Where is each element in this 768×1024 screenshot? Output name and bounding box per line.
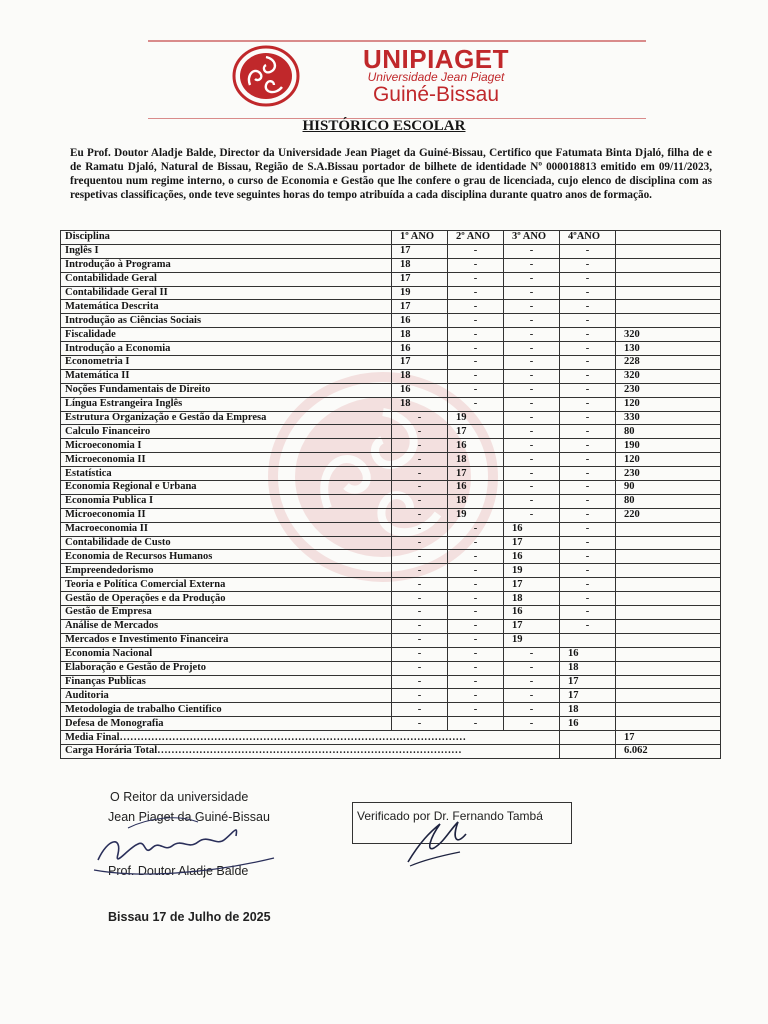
discipline-name: Estrutura Organização e Gestão da Empresa (61, 411, 392, 425)
hours-cell (616, 578, 721, 592)
grade-year-3: 17 (504, 619, 560, 633)
discipline-name: Matemática II (61, 369, 392, 383)
discipline-name: Noções Fundamentais de Direito (61, 383, 392, 397)
hours-cell (616, 314, 721, 328)
discipline-name: Gestão de Empresa (61, 606, 392, 620)
grade-year-4 (560, 633, 616, 647)
grade-year-3: - (504, 411, 560, 425)
grade-year-3: - (504, 647, 560, 661)
table-row (61, 661, 721, 675)
grades-table-wrapper (60, 230, 721, 759)
grade-year-1: 16 (392, 383, 448, 397)
discipline-name: Economia Nacional (61, 647, 392, 661)
grade-year-3: - (504, 494, 560, 508)
grade-year-1: - (392, 536, 448, 550)
grade-year-3: - (504, 675, 560, 689)
hours-cell (616, 300, 721, 314)
discipline-name: Estatística (61, 467, 392, 481)
grade-year-4: - (560, 300, 616, 314)
table-row (61, 342, 721, 356)
grade-year-1: - (392, 453, 448, 467)
hours-cell (616, 689, 721, 703)
hours-cell (616, 286, 721, 300)
discipline-name: Introdução as Ciências Sociais (61, 314, 392, 328)
grade-year-3: 18 (504, 592, 560, 606)
grade-year-2: 16 (448, 481, 504, 495)
grade-year-3: - (504, 508, 560, 522)
table-row (61, 397, 721, 411)
grade-year-1: - (392, 592, 448, 606)
grade-year-2: 16 (448, 439, 504, 453)
hours-cell: 80 (616, 494, 721, 508)
discipline-name: Economia Publica I (61, 494, 392, 508)
header-hours (616, 231, 721, 245)
table-row (61, 578, 721, 592)
table-row (61, 300, 721, 314)
grade-year-1: 16 (392, 314, 448, 328)
table-row (61, 592, 721, 606)
grade-year-4: - (560, 508, 616, 522)
grade-year-4: - (560, 383, 616, 397)
grade-year-3: - (504, 244, 560, 258)
grade-year-2: 19 (448, 411, 504, 425)
grade-year-1: 18 (392, 369, 448, 383)
grade-year-4: - (560, 369, 616, 383)
grade-year-2: 18 (448, 453, 504, 467)
grade-year-3: - (504, 467, 560, 481)
grade-year-1: - (392, 439, 448, 453)
grade-year-4: - (560, 619, 616, 633)
grade-year-2: - (448, 536, 504, 550)
table-row (61, 272, 721, 286)
grade-year-4: - (560, 578, 616, 592)
discipline-name: Fiscalidade (61, 328, 392, 342)
grade-year-3: - (504, 439, 560, 453)
grade-year-1: - (392, 425, 448, 439)
table-row (61, 453, 721, 467)
discipline-name: Gestão de Operações e da Produção (61, 592, 392, 606)
table-row (61, 286, 721, 300)
hours-cell (616, 661, 721, 675)
discipline-name: Econometria I (61, 356, 392, 370)
grade-year-3: - (504, 383, 560, 397)
grade-year-2: - (448, 661, 504, 675)
rector-title-line2: Jean Piaget da Guiné-Bissau (108, 810, 270, 824)
discipline-name: Calculo Financeiro (61, 425, 392, 439)
table-row (61, 494, 721, 508)
carga-horaria-value: 6.062 (616, 744, 721, 758)
discipline-name: Macroeconomia II (61, 522, 392, 536)
grade-year-4: - (560, 244, 616, 258)
header-year-3: 3º ANO (504, 231, 560, 245)
table-row (61, 356, 721, 370)
hours-cell: 90 (616, 481, 721, 495)
document-title: HISTÓRICO ESCOLAR (302, 118, 466, 134)
discipline-name: Contabilidade Geral (61, 272, 392, 286)
grade-year-4: - (560, 592, 616, 606)
grade-year-4: - (560, 314, 616, 328)
grade-year-1: - (392, 494, 448, 508)
grade-year-1: - (392, 606, 448, 620)
discipline-name: Mercados e Investimento Financeira (61, 633, 392, 647)
grade-year-4: 17 (560, 675, 616, 689)
grade-year-3: - (504, 425, 560, 439)
media-final-row (61, 731, 721, 745)
grade-year-4: - (560, 439, 616, 453)
hours-cell (616, 633, 721, 647)
grade-year-1: 17 (392, 244, 448, 258)
grade-year-3: 16 (504, 606, 560, 620)
grade-year-1: 18 (392, 258, 448, 272)
grade-year-3: 17 (504, 536, 560, 550)
grade-year-1: - (392, 647, 448, 661)
grade-year-4: - (560, 328, 616, 342)
grade-year-2: - (448, 619, 504, 633)
grade-year-4: - (560, 467, 616, 481)
header-year-1: 1º ANO (392, 231, 448, 245)
grade-year-4: - (560, 425, 616, 439)
grade-year-2: - (448, 550, 504, 564)
hours-cell (616, 536, 721, 550)
grade-year-3: - (504, 661, 560, 675)
media-final-spacer (560, 731, 616, 745)
discipline-name: Elaboração e Gestão de Projeto (61, 661, 392, 675)
discipline-name: Microeconomia II (61, 453, 392, 467)
grade-year-2: - (448, 522, 504, 536)
rector-signature-icon (88, 808, 278, 888)
discipline-name: Teoria e Política Comercial Externa (61, 578, 392, 592)
table-row (61, 383, 721, 397)
grade-year-2: - (448, 342, 504, 356)
hours-cell: 120 (616, 397, 721, 411)
certificate-intro-text: Eu Prof. Doutor Aladje Balde, Director da Universidade Jean Piaget da Guiné-Bissau, Certifico que Fatumata Binta Djaló, filha de e de Ramatu Djaló, Natural de Bissau, Região de S.A.Bissau portador de bilhete de identidade Nº 000018813 emitido em 09/11/2023, frequentou num regime interno, o curso de Economia e Gestão que lhe confere o grau de licenciada, cujo elenco de disciplina com as respetivas classificações, onde teve seguintes horas do tempo atribuída a cada disciplina durante quatro anos de formação. (70, 147, 712, 201)
grade-year-4: - (560, 606, 616, 620)
hours-cell: 320 (616, 369, 721, 383)
grade-year-4: - (560, 342, 616, 356)
table-row (61, 258, 721, 272)
discipline-name: Contabilidade de Custo (61, 536, 392, 550)
carga-horaria-spacer (560, 744, 616, 758)
brand-place: Guiné-Bissau (372, 83, 500, 106)
hours-cell: 190 (616, 439, 721, 453)
grade-year-3: - (504, 286, 560, 300)
hours-cell (616, 592, 721, 606)
verified-by-text: Verificado por Dr. Fernando Tambá (357, 809, 543, 823)
table-row (61, 675, 721, 689)
grade-year-3: - (504, 314, 560, 328)
grade-year-1: 18 (392, 328, 448, 342)
grade-year-1: - (392, 508, 448, 522)
grade-year-3: - (504, 481, 560, 495)
grade-year-4: 16 (560, 647, 616, 661)
discipline-name: Finanças Publicas (61, 675, 392, 689)
carga-horaria-row (61, 744, 721, 758)
grade-year-1: - (392, 411, 448, 425)
header-top-rule (148, 40, 646, 42)
grade-year-2: - (448, 258, 504, 272)
grade-year-3: - (504, 689, 560, 703)
grade-year-1: - (392, 578, 448, 592)
grade-year-2: 19 (448, 508, 504, 522)
carga-horaria-label: Carga Horária Total…………………………………………………………………………… (61, 744, 560, 758)
table-row (61, 508, 721, 522)
hours-cell (616, 717, 721, 731)
discipline-name: Auditoria (61, 689, 392, 703)
hours-cell (616, 619, 721, 633)
table-row (61, 314, 721, 328)
grade-year-3: - (504, 272, 560, 286)
grade-year-2: 17 (448, 467, 504, 481)
hours-cell (616, 522, 721, 536)
grade-year-1: - (392, 703, 448, 717)
grade-year-4: - (560, 522, 616, 536)
table-row (61, 481, 721, 495)
hours-cell (616, 550, 721, 564)
table-header-row (61, 231, 721, 245)
rector-name: Prof. Doutor Aladje Balde (108, 864, 249, 878)
grade-year-1: - (392, 522, 448, 536)
table-row (61, 633, 721, 647)
grade-year-4: - (560, 494, 616, 508)
hours-cell (616, 647, 721, 661)
grade-year-1: 17 (392, 356, 448, 370)
grade-year-3: - (504, 703, 560, 717)
grade-year-1: - (392, 467, 448, 481)
hours-cell: 120 (616, 453, 721, 467)
discipline-name: Contabilidade Geral II (61, 286, 392, 300)
grade-year-2: - (448, 592, 504, 606)
hours-cell: 330 (616, 411, 721, 425)
grade-year-4: - (560, 453, 616, 467)
table-row (61, 439, 721, 453)
grade-year-4: 18 (560, 661, 616, 675)
grade-year-4: 18 (560, 703, 616, 717)
grade-year-2: - (448, 633, 504, 647)
table-row (61, 411, 721, 425)
hours-cell: 228 (616, 356, 721, 370)
header-year-4: 4ºANO (560, 231, 616, 245)
grade-year-1: - (392, 564, 448, 578)
table-row (61, 550, 721, 564)
grade-year-2: - (448, 314, 504, 328)
grade-year-3: 19 (504, 564, 560, 578)
grade-year-3: - (504, 369, 560, 383)
grade-year-4: - (560, 536, 616, 550)
discipline-name: Inglês I (61, 244, 392, 258)
grade-year-3: - (504, 258, 560, 272)
verifier-signature-icon (400, 812, 472, 872)
discipline-name: Matemática Descrita (61, 300, 392, 314)
hours-cell: 320 (616, 328, 721, 342)
grade-year-2: - (448, 300, 504, 314)
grade-year-1: 17 (392, 272, 448, 286)
grade-year-4: - (560, 397, 616, 411)
discipline-name: Empreendedorismo (61, 564, 392, 578)
grade-year-1: - (392, 661, 448, 675)
grade-year-3: 16 (504, 522, 560, 536)
header-year-2: 2º ANO (448, 231, 504, 245)
grade-year-2: 17 (448, 425, 504, 439)
grade-year-2: - (448, 564, 504, 578)
grades-table (60, 230, 721, 759)
grade-year-2: - (448, 717, 504, 731)
discipline-name: Microeconomia I (61, 439, 392, 453)
hours-cell (616, 272, 721, 286)
issue-date: Bissau 17 de Julho de 2025 (108, 910, 271, 924)
grade-year-4: - (560, 272, 616, 286)
media-final-label: Media Final……………………………………………………………………………………… (61, 731, 560, 745)
hours-cell: 230 (616, 383, 721, 397)
grade-year-4: - (560, 564, 616, 578)
table-row (61, 564, 721, 578)
grade-year-1: 16 (392, 342, 448, 356)
grade-year-4: 17 (560, 689, 616, 703)
table-row (61, 647, 721, 661)
discipline-name: Economia de Recursos Humanos (61, 550, 392, 564)
grade-year-1: 17 (392, 300, 448, 314)
discipline-name: Microeconomia II (61, 508, 392, 522)
discipline-name: Introdução à Programa (61, 258, 392, 272)
grade-year-4: - (560, 550, 616, 564)
grade-year-2: - (448, 606, 504, 620)
table-row (61, 467, 721, 481)
grade-year-3: - (504, 397, 560, 411)
discipline-name: Metodologia de trabalho Cientifico (61, 703, 392, 717)
grade-year-2: - (448, 689, 504, 703)
brand-block (336, 46, 536, 106)
hours-cell (616, 675, 721, 689)
rector-title-line1: O Reitor da universidade (110, 790, 249, 804)
table-row (61, 619, 721, 633)
grade-year-1: 19 (392, 286, 448, 300)
grade-year-3: - (504, 453, 560, 467)
grade-year-1: 18 (392, 397, 448, 411)
university-logo-icon (232, 45, 300, 107)
grade-year-1: - (392, 717, 448, 731)
grade-year-2: 18 (448, 494, 504, 508)
grade-year-3: - (504, 717, 560, 731)
grade-year-1: - (392, 619, 448, 633)
table-row (61, 536, 721, 550)
grade-year-3: - (504, 328, 560, 342)
hours-cell (616, 606, 721, 620)
brand-subtitle: Universidade Jean Piaget (367, 70, 505, 84)
grade-year-2: - (448, 397, 504, 411)
table-row (61, 717, 721, 731)
grade-year-3: - (504, 356, 560, 370)
table-row (61, 522, 721, 536)
grade-year-4: - (560, 356, 616, 370)
table-row (61, 703, 721, 717)
hours-cell (616, 564, 721, 578)
hours-cell (616, 244, 721, 258)
table-row (61, 425, 721, 439)
hours-cell: 130 (616, 342, 721, 356)
grade-year-2: - (448, 356, 504, 370)
discipline-name: Análise de Mercados (61, 619, 392, 633)
grade-year-2: - (448, 272, 504, 286)
grade-year-3: 16 (504, 550, 560, 564)
grade-year-3: - (504, 342, 560, 356)
grade-year-4: - (560, 411, 616, 425)
grade-year-4: 16 (560, 717, 616, 731)
grade-year-2: - (448, 647, 504, 661)
table-row (61, 369, 721, 383)
grade-year-3: 17 (504, 578, 560, 592)
grade-year-2: - (448, 286, 504, 300)
hours-cell (616, 258, 721, 272)
hours-cell: 80 (616, 425, 721, 439)
grade-year-1: - (392, 550, 448, 564)
table-row (61, 244, 721, 258)
discipline-name: Língua Estrangeira Inglês (61, 397, 392, 411)
grade-year-2: - (448, 328, 504, 342)
grade-year-2: - (448, 703, 504, 717)
brand-title: UNIPIAGET (362, 44, 510, 74)
grade-year-2: - (448, 369, 504, 383)
grade-year-1: - (392, 481, 448, 495)
grade-year-2: - (448, 675, 504, 689)
grade-year-2: - (448, 578, 504, 592)
media-final-value: 17 (616, 731, 721, 745)
hours-cell: 220 (616, 508, 721, 522)
hours-cell (616, 703, 721, 717)
grade-year-2: - (448, 244, 504, 258)
grade-year-4: - (560, 286, 616, 300)
discipline-name: Defesa de Monografia (61, 717, 392, 731)
grade-year-3: 19 (504, 633, 560, 647)
hours-cell: 230 (616, 467, 721, 481)
grade-year-4: - (560, 481, 616, 495)
header-disciplina: Disciplina (61, 231, 392, 245)
discipline-name: Introdução a Economia (61, 342, 392, 356)
grade-year-1: - (392, 689, 448, 703)
grade-year-4: - (560, 258, 616, 272)
grade-year-3: - (504, 300, 560, 314)
table-row (61, 689, 721, 703)
table-row (61, 606, 721, 620)
table-row (61, 328, 721, 342)
grade-year-2: - (448, 383, 504, 397)
grade-year-1: - (392, 633, 448, 647)
discipline-name: Economia Regional e Urbana (61, 481, 392, 495)
grade-year-1: - (392, 675, 448, 689)
